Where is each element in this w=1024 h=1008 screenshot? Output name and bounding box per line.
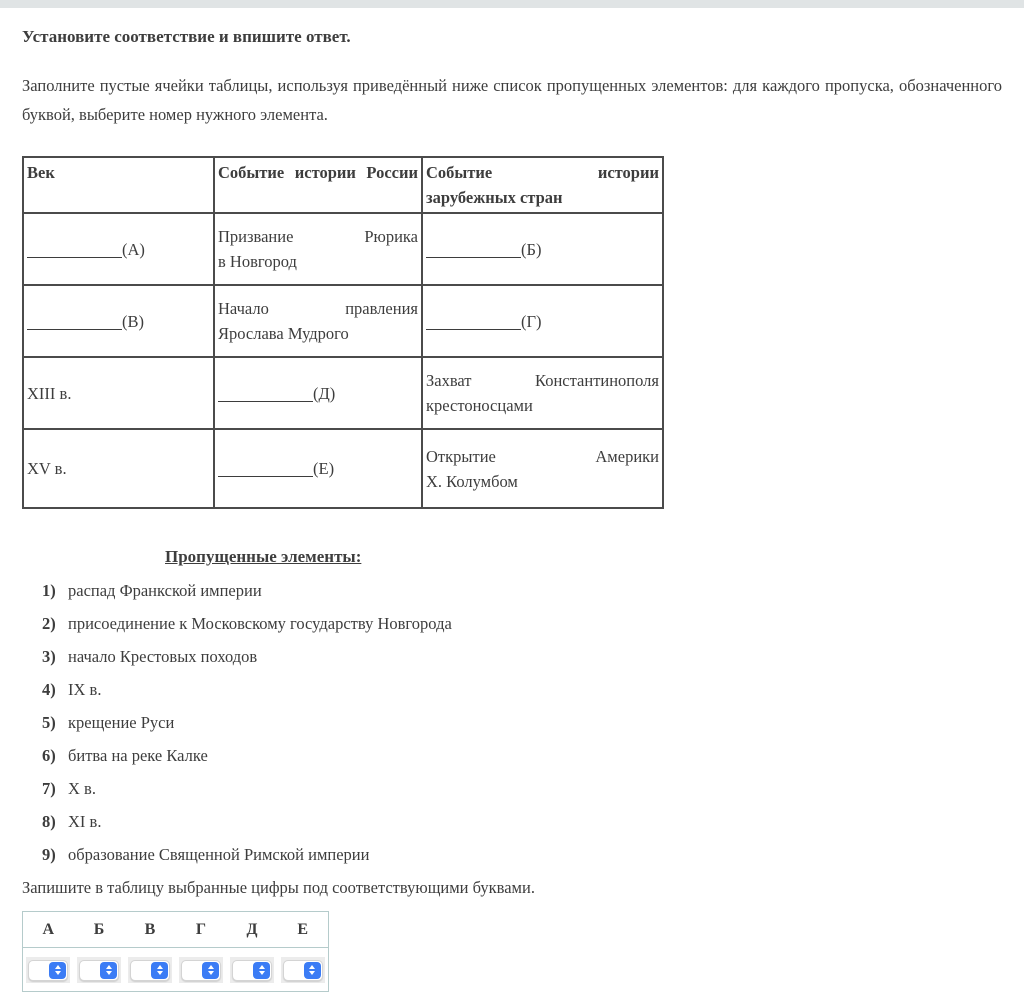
item-number: 2)	[42, 614, 56, 633]
item-number: 3)	[42, 647, 56, 666]
answer-select-row	[23, 948, 329, 992]
stepper-icon	[100, 962, 117, 979]
top-bar	[0, 0, 1024, 8]
item-text: образование Священной Римской империи	[68, 845, 370, 864]
stepper-icon	[253, 962, 270, 979]
chevron-down-icon	[157, 971, 163, 975]
event-line: в Новгород	[218, 252, 297, 271]
answer-header-e: Е	[278, 912, 329, 948]
event-line: Захват Константинополя	[426, 371, 659, 390]
answer-header-b: Б	[74, 912, 125, 948]
item-text: битва на реке Калке	[68, 746, 208, 765]
item-number: 1)	[42, 581, 56, 600]
item-number: 6)	[42, 746, 56, 765]
item-number: 5)	[42, 713, 56, 732]
item-text: присоединение к Московскому государству Новгорода	[68, 614, 452, 633]
list-item-7	[42, 779, 1002, 798]
item-text: распад Франкской империи	[68, 581, 262, 600]
chevron-up-icon	[309, 965, 315, 969]
list-item-4	[42, 680, 1002, 699]
match-table-row-3	[23, 357, 663, 429]
answer-header-row	[23, 912, 329, 948]
answer-header-a: А	[23, 912, 74, 948]
cell-foreign-b	[422, 213, 663, 285]
stepper-icon	[49, 962, 66, 979]
answer-table	[22, 911, 329, 992]
answer-cell-g	[176, 948, 227, 992]
answer-select-v[interactable]	[128, 957, 172, 983]
write-instruction: Запишите в таблицу выбранные цифры под соответствующими буквами.	[22, 878, 535, 897]
blank-line-g	[426, 328, 521, 330]
list-item-5	[42, 713, 1002, 732]
list-item-2	[42, 614, 1002, 633]
event-line: Начало правления	[218, 299, 418, 318]
missing-elements-heading: Пропущенные элементы:	[165, 547, 362, 566]
answer-select-d[interactable]	[230, 957, 274, 983]
item-text: IX в.	[68, 680, 102, 699]
item-text: XI в.	[68, 812, 102, 831]
item-number: 8)	[42, 812, 56, 831]
page-content	[0, 27, 1024, 992]
answer-cell-b	[74, 948, 125, 992]
blank-label-b: (Б)	[521, 239, 542, 259]
chevron-down-icon	[259, 971, 265, 975]
match-table-header-russia	[214, 157, 422, 213]
missing-elements-list	[42, 581, 1002, 864]
item-number: 4)	[42, 680, 56, 699]
event-line: Х. Колумбом	[426, 471, 518, 491]
answer-header-d: Д	[227, 912, 278, 948]
answer-header-g: Г	[176, 912, 227, 948]
cell-event-russia-d	[214, 357, 422, 429]
item-text: крещение Руси	[68, 713, 175, 732]
stepper-icon	[202, 962, 219, 979]
match-table-header-century	[23, 157, 214, 213]
item-text: X в.	[68, 779, 96, 798]
blank-line-a	[27, 256, 122, 258]
match-table-row-1	[23, 213, 663, 285]
cell-century-13: XIII в.	[23, 357, 214, 429]
match-table-row-4	[23, 429, 663, 508]
cell-event-russia-e	[214, 429, 422, 508]
list-item-8	[42, 812, 1002, 831]
blank-line-d	[218, 400, 313, 402]
list-item-1	[42, 581, 1002, 600]
answer-select-g[interactable]	[179, 957, 223, 983]
header-foreign-line2: зарубежных стран	[426, 188, 563, 207]
event-line: крестоносцами	[426, 396, 533, 415]
answer-select-b[interactable]	[77, 957, 121, 983]
answer-select-e[interactable]	[281, 957, 325, 983]
stepper-icon	[304, 962, 321, 979]
cell-event-russia-2	[214, 285, 422, 357]
cell-event-russia-1	[214, 213, 422, 285]
match-table-header-foreign	[422, 157, 663, 213]
blank-label-e: (Е)	[313, 459, 335, 478]
header-foreign-line1: Событие истории	[426, 163, 659, 182]
blank-label-a: (А)	[122, 239, 145, 259]
page-title: Установите соответствие и впишите ответ.	[22, 27, 351, 46]
answer-select-a[interactable]	[26, 957, 70, 983]
blank-label-v: (В)	[122, 311, 144, 331]
blank-line-b	[426, 256, 521, 258]
answer-cell-d	[227, 948, 278, 992]
list-item-3	[42, 647, 1002, 666]
cell-foreign-3	[422, 357, 663, 429]
chevron-down-icon	[208, 971, 214, 975]
answer-cell-a	[23, 948, 74, 992]
chevron-up-icon	[259, 965, 265, 969]
chevron-up-icon	[157, 965, 163, 969]
chevron-up-icon	[106, 965, 112, 969]
instruction-text: Заполните пустые ячейки таблицы, используя приведённый ниже список пропущенных элементов: для каждого пропуска, обозначенного буквой, выберите номер нужного элемента.	[22, 76, 1002, 124]
cell-century-15: XV в.	[23, 429, 214, 508]
header-century-label: Век	[27, 163, 55, 182]
item-number: 9)	[42, 845, 56, 864]
list-item-9	[42, 845, 1002, 864]
chevron-up-icon	[208, 965, 214, 969]
event-line: Призвание Рюрика	[218, 227, 418, 246]
event-line: Открытие Америки	[426, 446, 659, 466]
cell-foreign-4	[422, 429, 663, 508]
cell-foreign-g	[422, 285, 663, 357]
cell-century-v	[23, 285, 214, 357]
stepper-icon	[151, 962, 168, 979]
blank-label-d: (Д)	[313, 383, 336, 403]
match-table-header-row	[23, 157, 663, 213]
event-line: Ярослава Мудрого	[218, 324, 349, 343]
match-table-row-2	[23, 285, 663, 357]
list-item-6	[42, 746, 1002, 765]
item-number: 7)	[42, 779, 56, 798]
chevron-down-icon	[106, 971, 112, 975]
chevron-down-icon	[309, 971, 315, 975]
match-table	[22, 156, 664, 509]
cell-century-a	[23, 213, 214, 285]
answer-header-v: В	[125, 912, 176, 948]
header-russia-label: Событие истории России	[218, 163, 418, 182]
chevron-down-icon	[55, 971, 61, 975]
answer-cell-e	[278, 948, 329, 992]
blank-line-e	[218, 475, 313, 477]
blank-line-v	[27, 328, 122, 330]
blank-label-g: (Г)	[521, 311, 542, 331]
answer-cell-v	[125, 948, 176, 992]
item-text: начало Крестовых походов	[68, 647, 258, 666]
chevron-up-icon	[55, 965, 61, 969]
